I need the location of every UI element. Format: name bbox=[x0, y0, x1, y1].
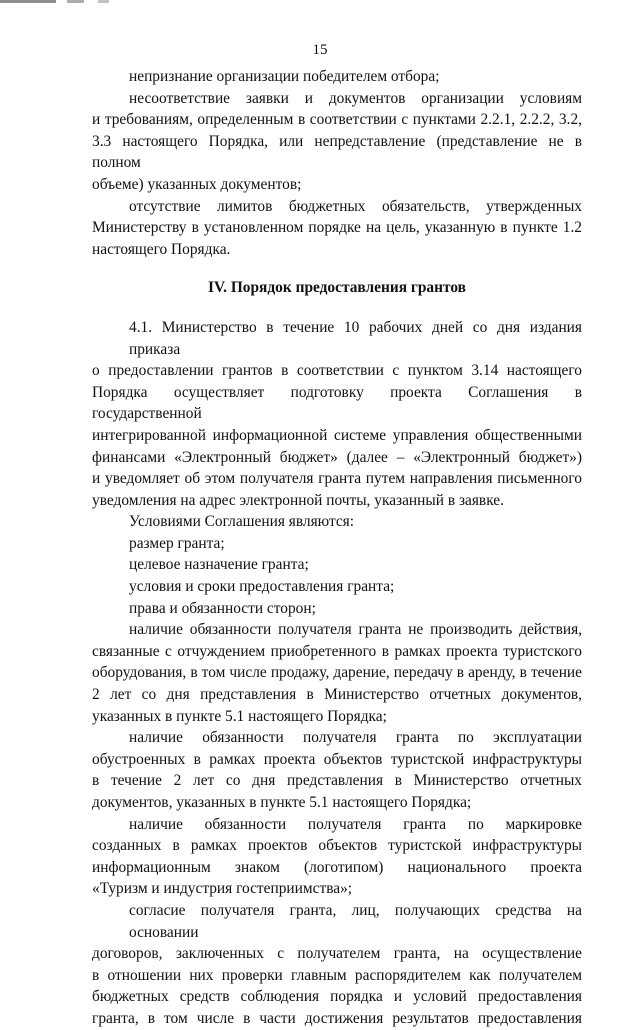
scan-artifact bbox=[0, 0, 140, 3]
text-line: о предоставлении грантов в соответствии с пунктом 3.14 настоящего bbox=[92, 362, 582, 380]
text-line: условия и сроки предоставления гранта; bbox=[129, 578, 395, 596]
text-line: в отношении них проверки главным распорядителем как получателем bbox=[92, 966, 582, 984]
text-line: созданных в рамках проектов объектов туристской инфраструктуры bbox=[92, 837, 582, 855]
text-line: указанных в пункте 5.1 настоящего Порядка; bbox=[92, 707, 387, 725]
document-body bbox=[92, 66, 582, 1030]
text-line: согласие получателя гранта, лиц, получающих средства на основании bbox=[129, 901, 582, 941]
text-line: наличие обязанности получателя гранта не производить действия, bbox=[129, 621, 582, 639]
text-line: в течение 2 лет со дня представления в Министерство отчетных bbox=[92, 772, 582, 790]
text-line: интегрированной информационной системе управления общественными bbox=[92, 426, 582, 444]
text-line: объеме) указанных документов; bbox=[92, 175, 302, 193]
text-line: наличие обязанности получателя гранта по эксплуатации bbox=[129, 729, 582, 747]
text-line: информационным знаком (логотипом) национального проекта bbox=[92, 858, 582, 876]
text-line: и требованиям, определенным в соответствии с пунктами 2.2.1, 2.2.2, 3.2, bbox=[92, 111, 582, 129]
text-line: оборудования, в том числе продажу, дарение, передачу в аренду, в течение bbox=[92, 664, 582, 682]
text-line: финансами «Электронный бюджет» (далее – «Электронный бюджет») bbox=[92, 448, 582, 466]
text-line: гранта, в том числе в части достижения результатов предоставления bbox=[92, 1009, 582, 1027]
text-line: договоров, заключенных с получателем гранта, на осуществление bbox=[92, 945, 582, 963]
text-line: «Туризм и индустрия гостеприимства»; bbox=[92, 880, 353, 898]
section-iv-paragraphs bbox=[92, 317, 582, 1030]
text-line: наличие обязанности получателя гранта по маркировке bbox=[129, 815, 582, 833]
section-heading: IV. Порядок предоставления грантов bbox=[208, 279, 466, 297]
text-line: связанные с отчуждением приобретенного в рамках проекта туристского bbox=[92, 642, 582, 660]
text-line: бюджетных средств соблюдения порядка и условий предоставления bbox=[92, 988, 582, 1006]
text-line: 3.3 настоящего Порядка, или непредставление (представление не в полном bbox=[92, 132, 582, 172]
text-line: документов, указанных в пункте 5.1 настоящего Порядка; bbox=[92, 794, 472, 811]
text-line: непризнание организации победителем отбора; bbox=[129, 68, 440, 85]
page-number: 15 bbox=[312, 42, 328, 58]
text-line: обустроенных в рамках проекта объектов туристской инфраструктуры bbox=[92, 750, 582, 768]
paragraphs-before-section bbox=[92, 66, 582, 260]
text-line: отсутствие лимитов бюджетных обязательств, утвержденных bbox=[129, 197, 582, 215]
text-line: Министерству в установленном порядке на цель, указанную в пункте 1.2 bbox=[92, 219, 582, 237]
text-line: Порядка осуществляет подготовку проекта Соглашения в государственной bbox=[92, 383, 582, 423]
text-line: уведомления на адрес электронной почты, указанный в заявке. bbox=[92, 491, 504, 509]
text-line: и уведомляет об этом получателя гранта путем направления письменного bbox=[92, 470, 582, 488]
text-line: несоответствие заявки и документов организации условиям bbox=[129, 89, 582, 107]
text-line: 4.1. Министерство в течение 10 рабочих дней со дня издания приказа bbox=[129, 318, 582, 358]
text-line: 2 лет со дня представления в Министерство отчетных документов, bbox=[92, 686, 582, 704]
text-line: размер гранта; bbox=[129, 534, 225, 552]
text-line: настоящего Порядка. bbox=[92, 240, 231, 258]
text-line: Условиями Соглашения являются: bbox=[129, 513, 355, 531]
text-line: целевое назначение гранта; bbox=[129, 556, 309, 574]
text-line: права и обязанности сторон; bbox=[129, 599, 316, 617]
